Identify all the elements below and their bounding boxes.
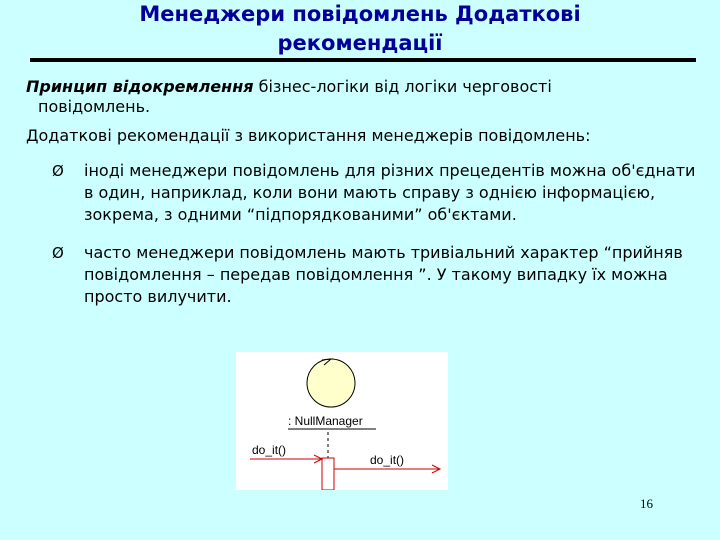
- principle-continuation: повідомлень.: [38, 97, 151, 116]
- bullet-text-2: часто менеджери повідомлень мають тривіальний характер “прийняв повідомлення – передав повідомлення ”. У такому випадку їх можна просто вилучити.: [84, 243, 683, 306]
- slide-title: [0, 0, 720, 58]
- bullet-arrow-icon: Ø: [52, 162, 64, 180]
- principle-text: бізнес-логіки від логіки черговості: [253, 77, 552, 96]
- bullet-item-1: [52, 160, 702, 226]
- incoming-message-label: do_it(): [252, 443, 287, 457]
- control-object-icon: [307, 359, 355, 407]
- bullet-text-1: іноді менеджери повідомлень для різних прецедентів можна об'єднати в один, наприклад, коли вони мають справу з однією інформацією, зокрема, з одними “підпорядкованими” об'єктами.: [84, 161, 696, 224]
- outgoing-message-label: do_it(): [370, 453, 405, 467]
- principle-lead: Принцип відокремлення: [26, 77, 254, 96]
- title-line-1: Менеджери повідомлень Додаткові: [139, 2, 581, 26]
- principle-paragraph: [26, 77, 706, 117]
- title-divider: [30, 58, 696, 62]
- activation-bar: [322, 458, 334, 490]
- bullet-arrow-icon: Ø: [52, 244, 64, 262]
- object-label: : NullManager: [288, 414, 363, 428]
- intro-paragraph: Додаткові рекомендації з використання менеджерів повідомлень:: [26, 126, 591, 145]
- page-number: 16: [640, 496, 653, 511]
- bullet-item-2: [52, 242, 702, 308]
- title-line-2: рекомендації: [277, 31, 443, 55]
- sequence-diagram: [236, 352, 448, 490]
